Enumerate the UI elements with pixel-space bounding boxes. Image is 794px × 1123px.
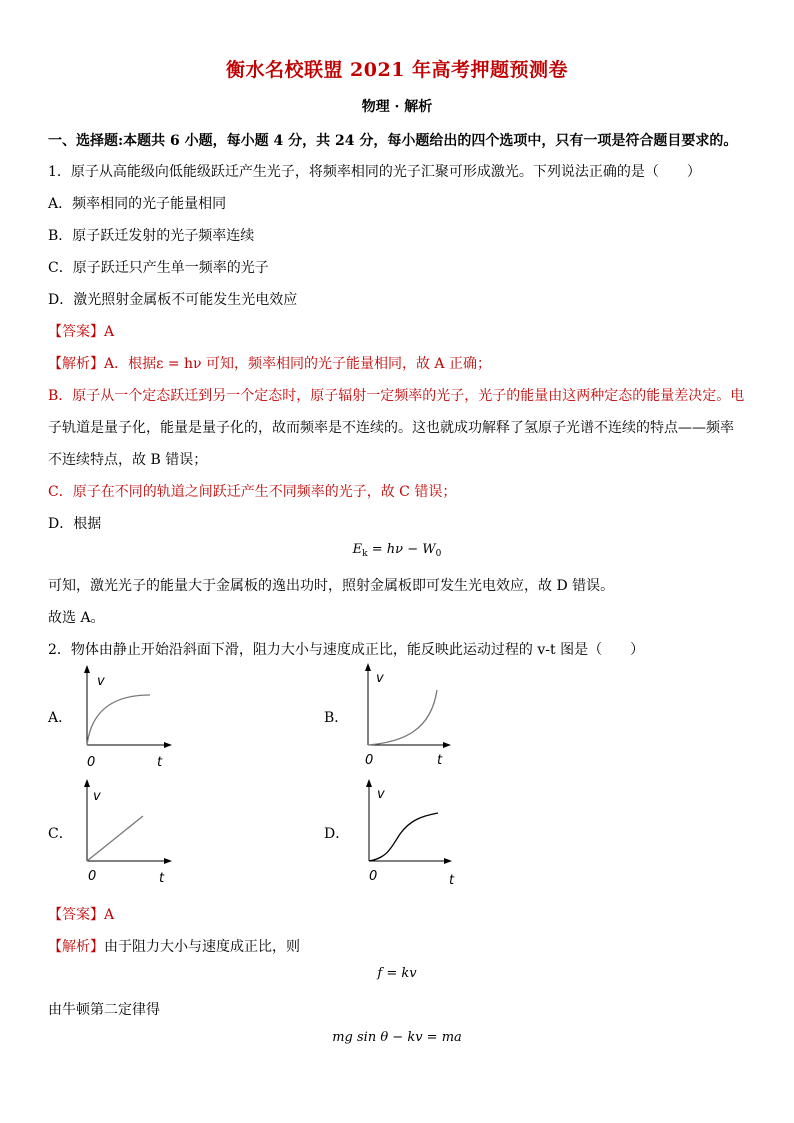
q1-formula: $E_k = h\nu - W_0$	[352, 542, 442, 559]
q1-analysis-b2: 子轨道是量子化，能量是量子化的，故而频率是不连续的。这也就成功解释了氢原子光谱不连续的特点——频率	[48, 420, 734, 436]
q2-option-b-label: B．	[324, 710, 349, 726]
q1-option-b: B．原子跃迁发射的光子频率连续	[48, 228, 255, 244]
q2-b-t-label: t	[437, 753, 443, 768]
q2-d-t-label: t	[449, 873, 455, 886]
q2-option-d-label: D．	[324, 826, 350, 842]
q2-a-origin-label: 0	[87, 755, 96, 770]
q2-graph-a	[80, 665, 180, 775]
q2-formula-2: mg sin θ − kv = ma	[332, 1030, 462, 1045]
q2-d-origin-label: 0	[369, 869, 378, 884]
q1-analysis-d: D．根据	[48, 516, 102, 532]
q1-analysis-a: A．根据ε = hν 可知，频率相同的光子能量相同，故 A 正确；	[104, 356, 491, 372]
q2-d-v-label: v	[377, 787, 385, 802]
q2-c-v-label: v	[93, 789, 101, 804]
q1-analysis-d2: 可知，激光光子的能量大于金属板的逸出功时，照射金属板即可发生光电效应，故 D 错误。	[48, 578, 615, 594]
q2-a-v-label: v	[97, 674, 105, 689]
q2-stem: 2．物体由静止开始沿斜面下滑，阻力大小与速度成正比，能反映此运动过程的 v-t 图是（ ）	[48, 642, 645, 658]
q2-option-c-label: C．	[48, 826, 73, 842]
q1-analysis-b1: B．原子从一个定态跃迁到另一个定态时，原子辐射一定频率的光子，光子的能量由这两种定态的能量差决定。电	[48, 388, 745, 404]
q1-stem: 1．原子从高能级向低能级跃迁产生光子，将频率相同的光子汇聚可形成激光。下列说法正确的是（ ）	[48, 164, 701, 180]
q1-answer: 【答案】A	[48, 324, 115, 340]
q1-option-d: D．激光照射金属板不可能发生光电效应	[48, 292, 298, 308]
q2-analysis-1: 由于阻力大小与速度成正比，则	[104, 939, 300, 955]
q1-option-a: A．频率相同的光子能量相同	[48, 196, 227, 212]
section-heading: 一、选择题:本题共 6 小题，每小题 4 分，共 24 分，每小题给出的四个选项中，只有一项是符合题目要求的。	[48, 133, 738, 149]
q1-analysis-b3: 不连续特点，故 B 错误；	[48, 452, 208, 468]
q2-b-v-label: v	[376, 671, 384, 686]
q2-formula-1: f = kv	[377, 966, 417, 981]
q1-conclusion: 故选 A。	[48, 610, 105, 626]
q2-graph-b	[359, 660, 459, 770]
q2-a-t-label: t	[157, 755, 163, 770]
q2-c-t-label: t	[159, 871, 165, 886]
page-title: 衡水名校联盟 2021 年高考押题预测卷	[225, 59, 569, 81]
q2-answer: 【答案】A	[48, 907, 115, 923]
q2-b-origin-label: 0	[365, 753, 374, 768]
q2-c-origin-label: 0	[88, 869, 97, 884]
q1-analysis-a-line	[48, 353, 491, 373]
q1-analysis-tag: 【解析】	[48, 356, 104, 372]
page-subtitle: 物理 · 解析	[361, 99, 433, 115]
q2-graph-c	[80, 776, 180, 886]
q2-option-a-label: A．	[48, 710, 73, 726]
q2-graph-d	[360, 776, 465, 886]
q1-option-c: C．原子跃迁只产生单一频率的光子	[48, 260, 269, 276]
q2-analysis-line1	[48, 936, 300, 956]
q2-analysis-2: 由牛顿第二定律得	[48, 1002, 160, 1018]
q2-analysis-tag: 【解析】	[48, 939, 104, 955]
q1-analysis-c: C．原子在不同的轨道之间跃迁产生不同频率的光子，故 C 错误；	[48, 484, 457, 500]
